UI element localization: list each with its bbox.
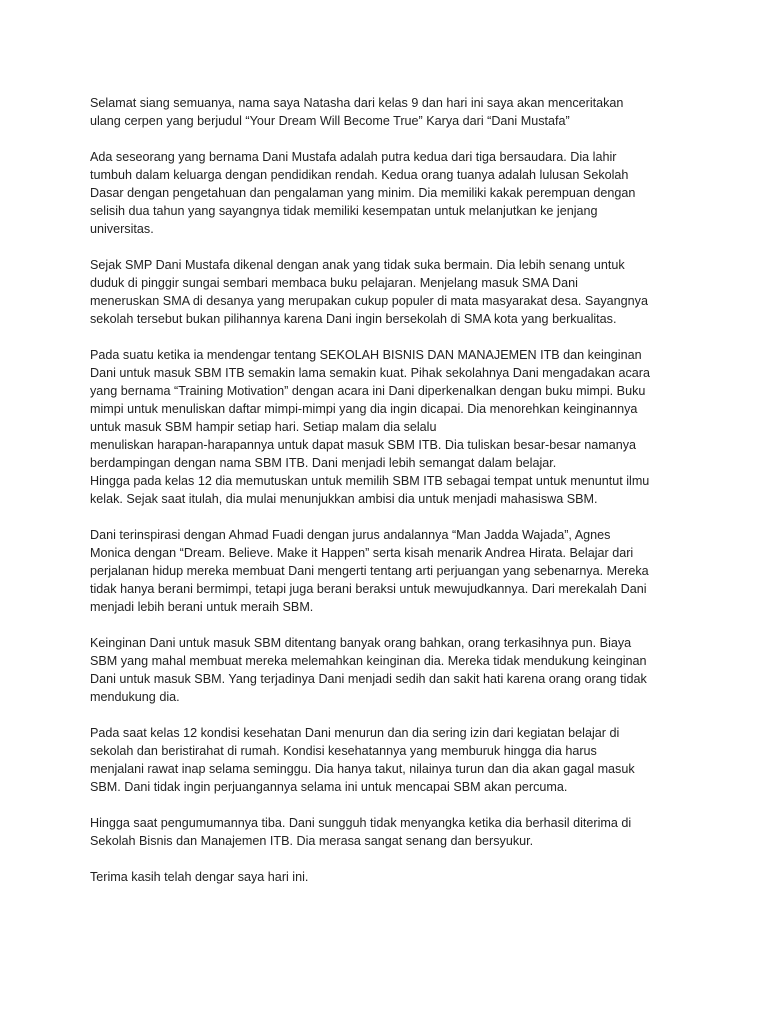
text-line: Dasar dengan pengetahuan dan pengalaman yang minim. Dia memiliki kakak perempuan dengan [90,186,636,200]
text-line: tidak hanya berani bermimpi, tetapi juga berani beraksi untuk mewujudkannya. Dari merekalah Dani [90,582,647,596]
text-line: Ada seseorang yang bernama Dani Mustafa adalah putra kedua dari tiga bersaudara. Dia lahir [90,150,617,164]
text-line: mendukung dia. [90,690,180,704]
text-line: Sekolah Bisnis dan Manajemen ITB. Dia merasa sangat senang dan bersyukur. [90,834,534,848]
paragraph-sbm-dream [90,346,680,508]
text-line: Sejak SMP Dani Mustafa dikenal dengan anak yang tidak suka bermain. Dia lebih senang untuk [90,258,625,272]
paragraph-family [90,148,680,238]
text-line: Hingga pada kelas 12 dia memutuskan untuk memilih SBM ITB sebagai tempat untuk menuntut ilmu [90,474,650,488]
text-line: yang bernama “Training Motivation” dengan acara ini Dani diperkenalkan dengan buku mimpi. Buku [90,384,646,398]
text-line: sekolah tersebut bukan pilihannya karena Dani ingin bersekolah di SMA kota yang berkualitas. [90,312,617,326]
text-line: duduk di pinggir sungai sembari membaca buku pelajaran. Menjelang masuk SMA Dani [90,276,578,290]
text-line: Dani untuk masuk SBM ITB semakin lama semakin kuat. Pihak sekolahnya Dani mengadakan acara [90,366,650,380]
paragraph-greeting [90,94,680,130]
text-line: Keinginan Dani untuk masuk SBM ditentang banyak orang bahkan, orang terkasihnya pun. Biaya [90,636,632,650]
text-line: Selamat siang semuanya, nama saya Natasha dari kelas 9 dan hari ini saya akan menceritakan [90,96,624,110]
paragraph-opposition [90,634,680,706]
text-line: SBM. Dani tidak ingin perjuangannya selama ini untuk mencapai SBM akan percuma. [90,780,568,794]
document-body [90,94,680,904]
paragraph-inspiration [90,526,680,616]
paragraph-announcement [90,814,680,850]
text-line: Pada saat kelas 12 kondisi kesehatan Dani menurun dan dia sering izin dari kegiatan belajar di [90,726,620,740]
paragraph-closing [90,868,680,886]
text-line: Dani untuk masuk SBM. Yang terjadinya Dani menjadi sedih dan sakit hati karena orang orang tidak [90,672,647,686]
text-line: tumbuh dalam keluarga dengan pendidikan rendah. Kedua orang tuanya adalah lulusan Sekolah [90,168,629,182]
text-line: untuk masuk SBM hampir setiap hari. Setiap malam dia selalu [90,420,437,434]
text-line: selisih dua tahun yang sayangnya tidak memiliki kesempatan untuk melanjutkan ke jenjang [90,204,598,218]
paragraph-school [90,256,680,328]
text-line: menjalani rawat inap selama seminggu. Dia hanya takut, nilainya turun dan dia akan gagal masuk [90,762,635,776]
text-line: SBM yang mahal membuat mereka melemahkan keinginan dia. Mereka tidak mendukung keinginan [90,654,647,668]
paragraph-health [90,724,680,796]
text-line: perjalanan hidup mereka membuat Dani mengerti tentang arti perjuangan yang sebenarnya. Mereka [90,564,649,578]
text-line: Dani terinspirasi dengan Ahmad Fuadi dengan jurus andalannya “Man Jadda Wajada”, Agnes [90,528,611,542]
text-line: kelak. Sejak saat itulah, dia mulai menunjukkan ambisi dia untuk menjadi mahasiswa SBM. [90,492,598,506]
text-line: mimpi untuk menuliskan daftar mimpi-mimpi yang dia ingin dicapai. Dia menorehkan keinginannya [90,402,638,416]
text-line: Pada suatu ketika ia mendengar tentang SEKOLAH BISNIS DAN MANAJEMEN ITB dan keinginan [90,348,642,362]
text-line: meneruskan SMA di desanya yang merupakan cukup populer di mata masyarakat desa. Sayangnya [90,294,648,308]
text-line: menjadi lebih berani untuk meraih SBM. [90,600,314,614]
text-line: universitas. [90,222,154,236]
text-line: sekolah dan beristirahat di rumah. Kondisi kesehatannya yang memburuk hingga dia harus [90,744,597,758]
text-line: ulang cerpen yang berjudul “Your Dream Will Become True” Karya dari “Dani Mustafa” [90,114,570,128]
text-line: Monica dengan “Dream. Believe. Make it Happen” serta kisah menarik Andrea Hirata. Belajar dari [90,546,634,560]
text-line: berdampingan dengan nama SBM ITB. Dani menjadi lebih semangat dalam belajar. [90,456,557,470]
text-line: menuliskan harapan-harapannya untuk dapat masuk SBM ITB. Dia tuliskan besar-besar namanya [90,438,637,452]
text-line: Terima kasih telah dengar saya hari ini. [90,870,309,884]
text-line: Hingga saat pengumumannya tiba. Dani sungguh tidak menyangka ketika dia berhasil diterima di [90,816,632,830]
